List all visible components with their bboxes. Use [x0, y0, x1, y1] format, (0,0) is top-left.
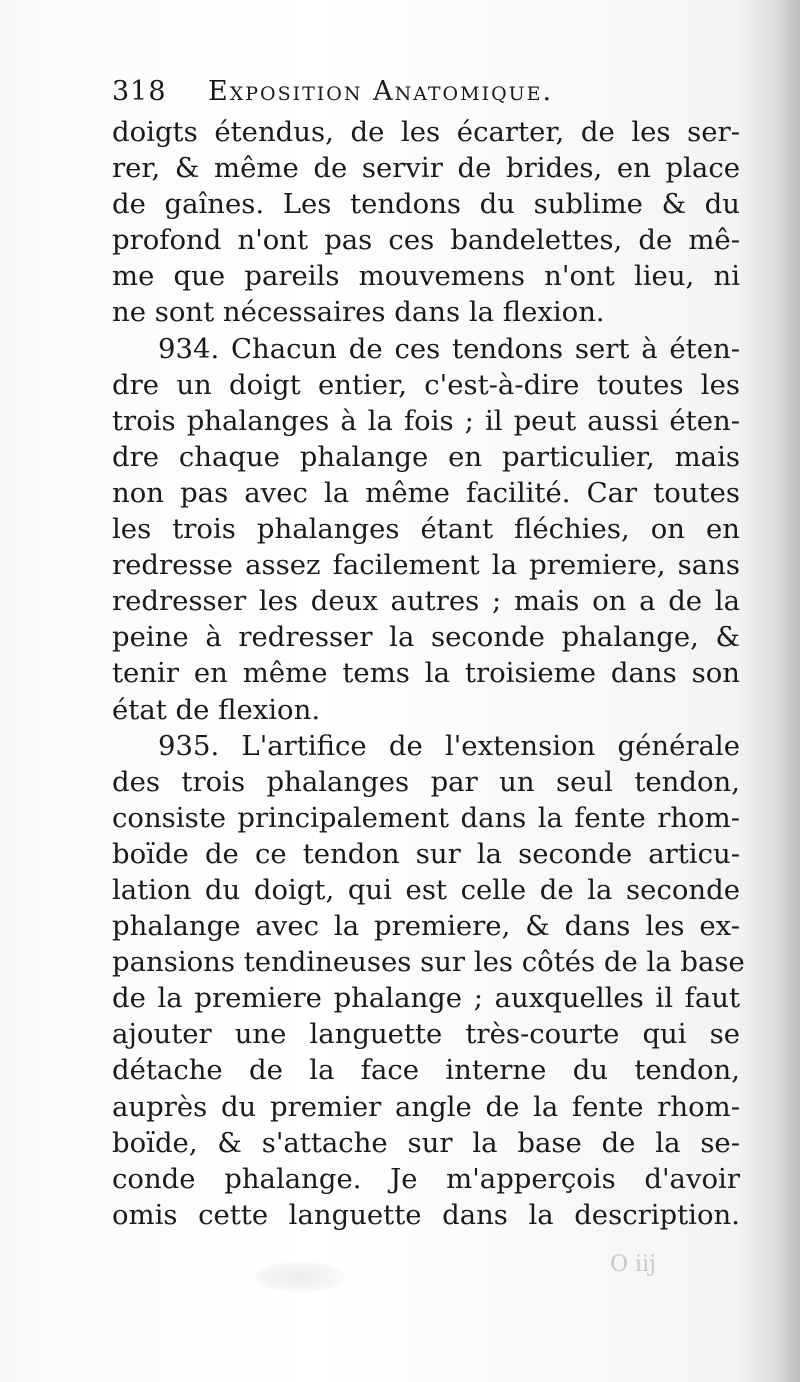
text-line: ne sont nécessaires dans la flexion.	[112, 296, 605, 329]
paragraph-934-start: 934. Chacun de ces tendons sert à éten-	[158, 332, 740, 365]
text-line: auprès du premier angle de la fente rhom-	[112, 1090, 740, 1123]
text-line: doigts étendus, de les écarter, de les ser-	[112, 116, 740, 148]
text-line: des trois phalanges par un seul tendon,	[112, 765, 740, 798]
text-line: peine à redresser la seconde phalange, &	[112, 621, 740, 654]
text-line: détache de la face interne du tendon,	[112, 1054, 740, 1087]
text-line: tenir en même tems la troisieme dans son	[112, 657, 740, 690]
text-line: dre un doigt entier, c'est-à-dire toutes les	[112, 368, 740, 401]
text-line: consiste principalement dans la fente rhom-	[112, 801, 740, 834]
text-line: redresser les deux autres ; mais on a de la	[112, 585, 740, 618]
text-line: état de flexion.	[112, 693, 321, 726]
text-line: pansions tendineuses sur les côtés de la base	[112, 946, 745, 979]
text-line: conde phalange. Je m'apperçois d'avoir	[112, 1162, 740, 1195]
text-line: omis cette languette dans la description.	[112, 1198, 740, 1231]
text-block	[112, 70, 745, 1233]
text-line: dre chaque phalange en particulier, mais	[112, 440, 740, 473]
text-line: ajouter une languette très-courte qui se	[112, 1018, 740, 1051]
paper-smudge	[255, 1262, 345, 1292]
text-line: rer, & même de servir de brides, en place	[112, 152, 740, 185]
running-title: Exposition Anatomique.	[208, 76, 554, 107]
text-line: non pas avec la même facilité. Car toutes	[112, 476, 740, 509]
text-line: boïde, & s'attache sur la base de la se-	[112, 1126, 740, 1159]
text-line: me que pareils mouvemens n'ont lieu, ni	[112, 260, 740, 293]
text-line: de la premiere phalange ; auxquelles il faut	[112, 982, 740, 1015]
text-line: boïde de ce tendon sur la seconde articu-	[112, 837, 740, 870]
text-line: les trois phalanges étant fléchies, on en	[112, 513, 740, 546]
text-line: lation du doigt, qui est celle de la seconde	[112, 873, 740, 906]
text-line: redresse assez facilement la premiere, sans	[112, 549, 740, 582]
running-head	[112, 70, 740, 114]
page-number: 318	[112, 76, 167, 107]
text-line: phalange avec la premiere, & dans les ex-	[112, 910, 740, 943]
paragraph-935-start: 935. L'artifice de l'extension générale	[158, 729, 740, 762]
text-line: de gaînes. Les tendons du sublime & du	[112, 188, 740, 221]
text-line: profond n'ont pas ces bandelettes, de mê-	[112, 224, 740, 257]
text-line: trois phalanges à la fois ; il peut aussi éten-	[112, 404, 740, 437]
signature-mark: O iij	[610, 1252, 656, 1277]
